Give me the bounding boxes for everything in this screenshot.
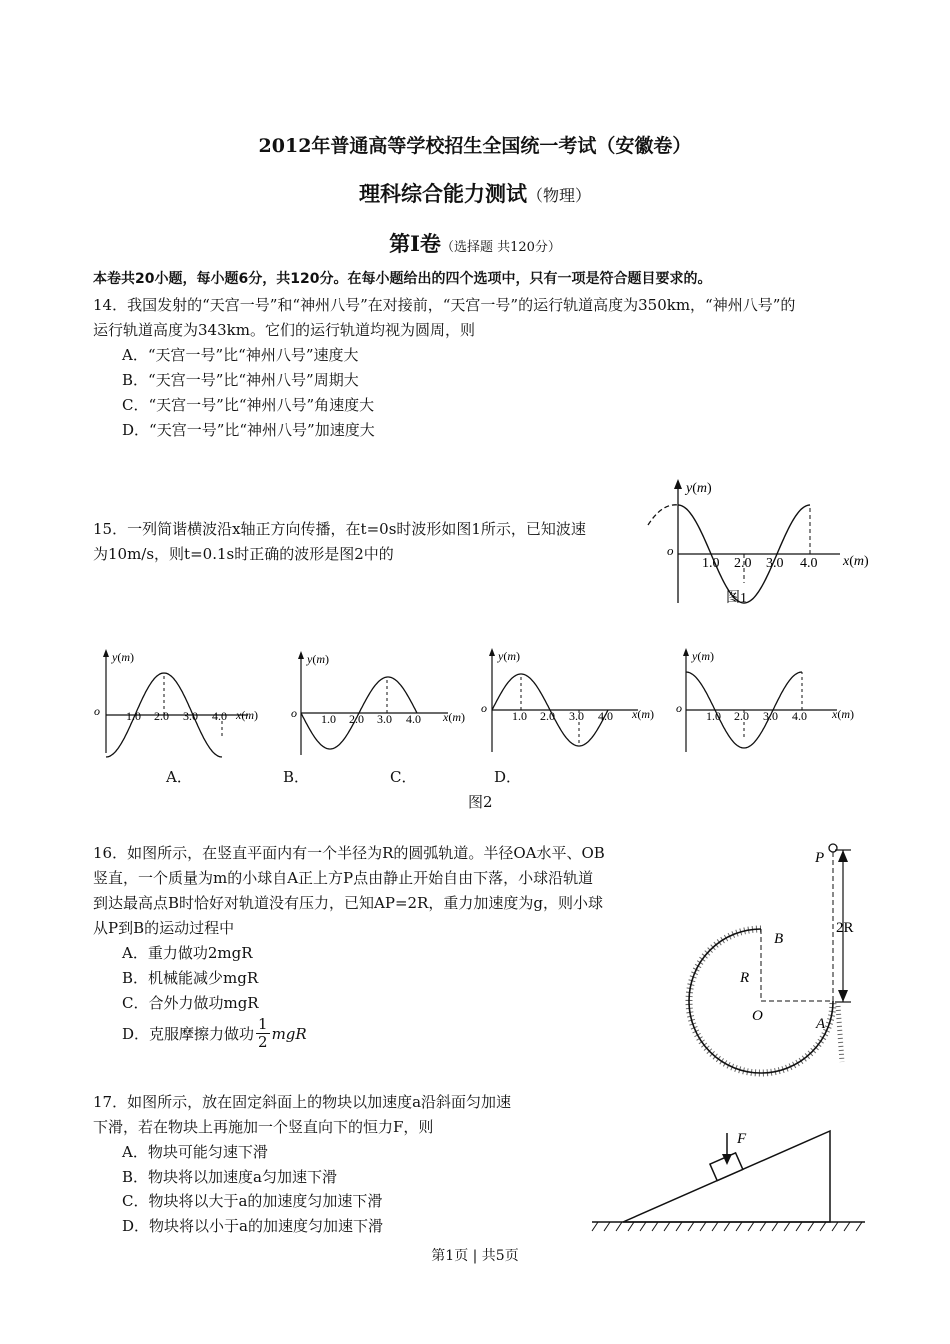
ground-hatching — [592, 1222, 862, 1231]
q15-line1: 15．一列简谐横波沿x轴正方向传播，在t=0s时波形如图1所示，已知波速 — [93, 520, 586, 538]
figure-q16-track — [670, 840, 870, 1080]
q16-optd-suffix: mgR — [271, 1024, 307, 1043]
fig1-tick-3: 3.0 — [766, 556, 784, 571]
fig1-caption: 图1 — [726, 591, 747, 606]
fig2d-tick-2: 2.0 — [734, 709, 749, 723]
label-b: B — [774, 931, 784, 947]
q16-optd-fraction — [256, 1016, 270, 1051]
fig2c-tick-2: 2.0 — [540, 709, 555, 723]
figure-q17-incline — [590, 1125, 870, 1240]
ball-p — [829, 844, 837, 852]
fig1-tick-4: 4.0 — [800, 556, 818, 571]
figure2-option-b — [283, 647, 473, 762]
paper-subtitle — [0, 178, 950, 208]
page-footer: 第1页 | 共5页 — [431, 1248, 519, 1264]
fig2c-y-label: y(m) — [498, 649, 520, 663]
fig2-label-a: A． — [166, 768, 192, 786]
fig2b-origin: o — [291, 706, 297, 720]
fig2a-tick-4: 4.0 — [212, 709, 227, 723]
label-r: R — [740, 970, 750, 986]
fig2b-x-label: x(m) — [443, 710, 465, 724]
q16-line2: 竖直，一个质量为m的小球自A正上方P点由静止开始自由下落，小球沿轨道 — [93, 869, 594, 887]
fig2b-tick-4: 4.0 — [406, 712, 421, 726]
q16-option-a: A．重力做功2mgR — [122, 944, 253, 962]
fig2-label-d: D． — [494, 768, 522, 786]
fig2a-y-arrow — [103, 649, 109, 657]
label-p: P — [815, 850, 825, 866]
q16-line3: 到达最高点B时恰好对轨道没有压力，已知AP=2R，重力加速度为g，则小球 — [93, 894, 603, 912]
dim-2r-top-arrow — [838, 850, 848, 862]
q16-option-b: B．机械能减少mgR — [122, 969, 259, 987]
fig2a-tick-3: 3.0 — [183, 709, 198, 723]
figure2-option-a — [88, 645, 278, 760]
q14-option-b: B．“天宫一号”比“神州八号”周期大 — [122, 371, 359, 389]
fig2a-tick-1: 1.0 — [126, 709, 141, 723]
q17-line2: 下滑，若在物块上再施加一个竖直向下的恒力F，则 — [93, 1118, 434, 1136]
label-f: F — [737, 1131, 747, 1147]
exam-title: 2012年普通高等学校招生全国统一考试（安徽卷） — [258, 135, 692, 157]
q16-line1: 16．如图所示，在竖直平面内有一个半径为R的圆弧轨道。半径OA水平、OB — [93, 844, 605, 862]
q14-option-d: D．“天宫一号”比“神州八号”加速度大 — [122, 421, 375, 439]
q16-option-c: C．合外力做功mgR — [122, 994, 259, 1012]
label-2r: 2R — [836, 920, 854, 936]
q14-option-c: C．“天宫一号”比“神州八号”角速度大 — [122, 396, 375, 414]
fig1-y-arrow — [674, 479, 682, 489]
fig2-label-c: C． — [390, 768, 417, 786]
fig2b-y-label: y(m) — [307, 652, 329, 666]
q15-line2: 为10m/s，则t=0.1s时正确的波形是图2中的 — [93, 545, 394, 563]
fig2c-origin: o — [481, 701, 487, 715]
q16-optd-prefix: D．克服摩擦力做功 — [122, 1025, 255, 1043]
fig2-caption: 图2 — [468, 793, 493, 811]
q14-line2: 运行轨道高度为343km。它们的运行轨道均视为圆周，则 — [93, 321, 475, 339]
label-a: A — [816, 1016, 826, 1032]
fig2a-origin: o — [94, 704, 100, 718]
q17-option-d: D．物块将以小于a的加速度匀加速下滑 — [122, 1217, 383, 1235]
q16-optd-denominator: 2 — [258, 1033, 268, 1051]
q17-option-a: A．物块可能匀速下滑 — [122, 1143, 268, 1161]
fig1-y-label: y(m) — [686, 481, 712, 496]
q17-option-c: C．物块将以大于a的加速度匀加速下滑 — [122, 1192, 383, 1210]
part-note: （选择题 共120分） — [440, 240, 561, 255]
fig2d-origin: o — [676, 701, 682, 715]
fig2d-tick-1: 1.0 — [706, 709, 721, 723]
fig2d-tick-3: 3.0 — [763, 709, 778, 723]
fig2c-tick-1: 1.0 — [512, 709, 527, 723]
q17-line1: 17．如图所示，放在固定斜面上的物块以加速度a沿斜面匀加速 — [93, 1093, 512, 1111]
fig2b-tick-3: 3.0 — [377, 712, 392, 726]
dim-2r-bottom-arrow — [838, 990, 848, 1002]
figure2-option-c — [478, 644, 668, 759]
fig2b-y-arrow — [298, 651, 304, 659]
fig2b-tick-2: 2.0 — [349, 712, 364, 726]
q14-option-a: A．“天宫一号”比“神州八号”速度大 — [122, 346, 359, 364]
part-heading — [0, 228, 950, 258]
figure1-wave — [640, 475, 890, 610]
figure2-option-d — [672, 644, 872, 759]
fig2d-y-label: y(m) — [692, 649, 714, 663]
q14-line1: 14．我国发射的“天宫一号”和“神州八号”在对接前，“天宫一号”的运行轨道高度为350km，“神州八号”的 — [93, 296, 796, 314]
fig2d-x-label: x(m) — [832, 707, 854, 721]
fig1-x-label: x(m) — [843, 554, 869, 569]
subtitle-main: 理科综合能力测试 — [358, 181, 527, 206]
fig2d-tick-4: 4.0 — [792, 709, 807, 723]
q16-line4: 从P到B的运动过程中 — [93, 919, 235, 937]
fig2a-tick-2: 2.0 — [154, 709, 169, 723]
fig2d-y-arrow — [683, 648, 689, 656]
part-title: 第Ⅰ卷 — [389, 231, 441, 256]
label-o: O — [752, 1008, 763, 1024]
fig2c-tick-3: 3.0 — [569, 709, 584, 723]
fig1-origin: o — [667, 543, 674, 558]
q16-option-d — [122, 1016, 307, 1051]
fig1-tick-2: 2.0 — [734, 556, 752, 571]
fig2c-tick-4: 4.0 — [598, 709, 613, 723]
subtitle-paren: （物理） — [526, 186, 591, 205]
fig2-label-b: B． — [283, 768, 310, 786]
q16-optd-numerator: 1 — [258, 1015, 268, 1033]
fig2b-tick-1: 1.0 — [321, 712, 336, 726]
fig1-tick-1: 1.0 — [702, 556, 720, 571]
fig2c-y-arrow — [489, 648, 495, 656]
fig2a-y-label: y(m) — [112, 650, 134, 664]
fig1-dashed-extension — [648, 505, 678, 525]
fig2c-x-label: x(m) — [632, 707, 654, 721]
fig2a-x-label: x(m) — [236, 708, 258, 722]
instructions: 本卷共20小题，每小题6分，共120分。在每小题给出的四个选项中，只有一项是符合题目要求的。 — [93, 271, 712, 287]
q17-option-b: B．物块将以加速度a匀加速下滑 — [122, 1168, 337, 1186]
track-hatch-tail — [838, 1006, 842, 1062]
